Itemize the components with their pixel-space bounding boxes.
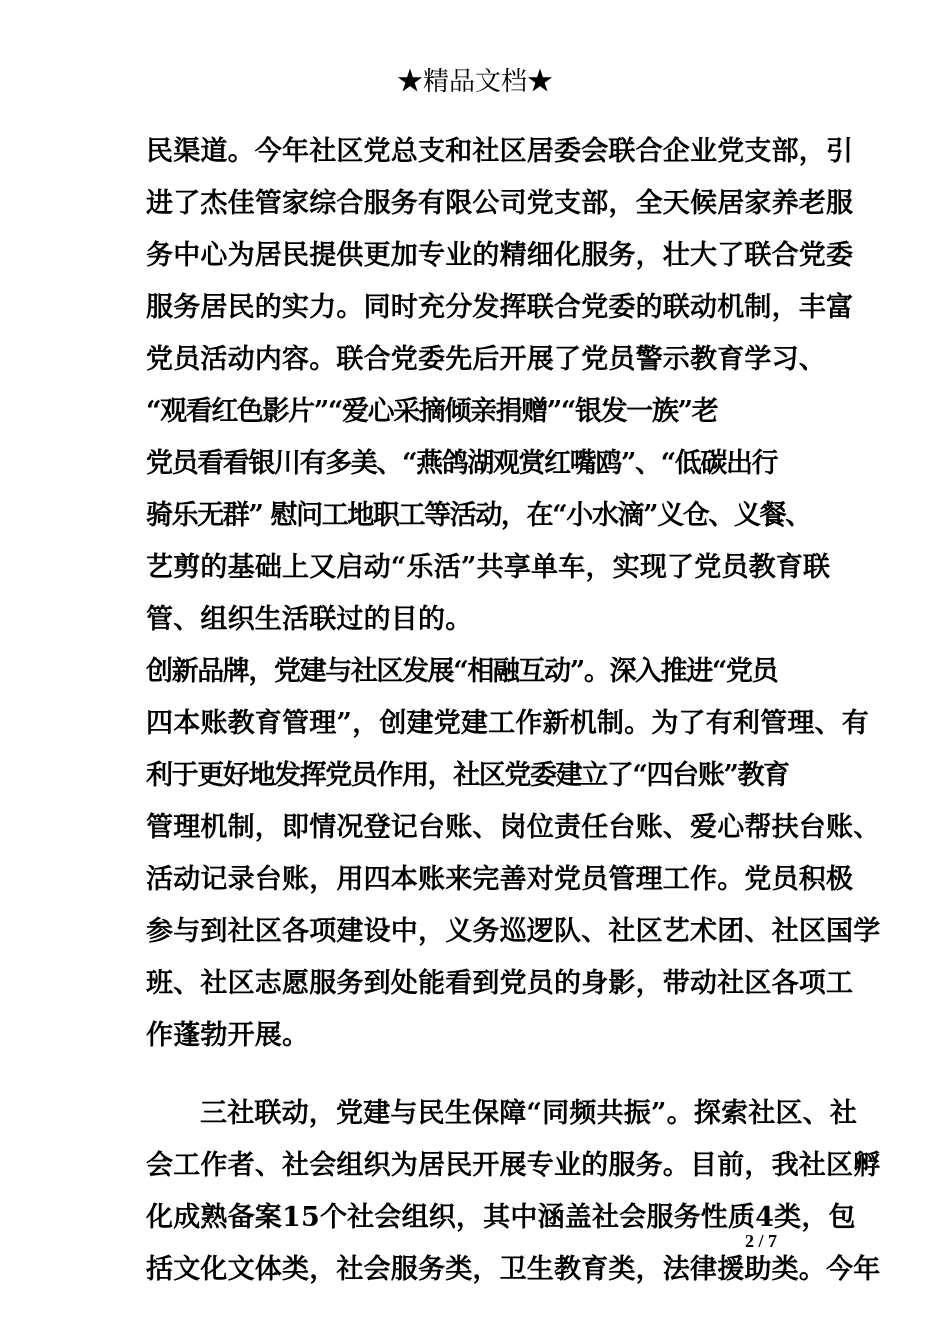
- text-line: 民渠道。今年社区党总支和社区居委会联合企业党支部，引: [146, 136, 854, 167]
- text-line: 党员看看银川有多美、“燕鸽湖观赏红嘴鸥”、“低碳出行: [146, 448, 778, 479]
- text-line: 四本账教育管理”，创建党建工作新机制。为了有利管理、有: [146, 708, 869, 739]
- text-line: 班、社区志愿服务到处能看到党员的身影，带动社区各项工: [146, 968, 854, 999]
- text-line: 进了杰佳管家综合服务有限公司党支部，全天候居家养老服: [146, 188, 854, 219]
- text-line: 艺剪的基础上又启动“乐活”共享单车，实现了党员教育联: [146, 552, 831, 583]
- page-number: 2 / 7: [745, 1231, 778, 1251]
- document-body: [146, 130, 881, 1300]
- text-line: 务中心为居民提供更加专业的精细化服务，壮大了联合党委: [146, 240, 854, 271]
- text-line: 管理机制，即情况登记台账、岗位责任台账、爱心帮扶台账、: [146, 812, 881, 843]
- text-line: 创新品牌，党建与社区发展“相融互动”。深入推进“党员: [146, 656, 778, 687]
- text-line: 利于更好地发挥党员作用，社区党委建立了“四台账”教育: [146, 760, 789, 791]
- text-line: 党员活动内容。联合党委先后开展了党员警示教育学习、: [146, 344, 826, 375]
- text-line: “观看红色影片”“爱心采摘倾亲捐赠”“银发一族”老: [146, 396, 718, 427]
- text-line: 服务居民的实力。同时充分发挥联合党委的联动机制，丰富: [146, 292, 854, 323]
- text-line: 会工作者、社会组织为居民开展专业的服务。目前，我社区孵: [146, 1150, 881, 1181]
- text-line: 三社联动，党建与民生保障“同频共振”。探索社区、社: [200, 1098, 858, 1129]
- page-header-title: ★精品文档★: [396, 67, 553, 97]
- text-line: 化成熟备案15个社会组织，其中涵盖社会服务性质4类，包: [146, 1202, 856, 1233]
- text-line: 管、组织生活联过的目的。: [146, 604, 473, 635]
- text-line: 骑乐无群” 慰问工地职工等活动，在“小水滴”义仓、义餐、: [146, 500, 811, 531]
- text-line: 参与到社区各项建设中，义务巡逻队、社区艺术团、社区国学: [146, 916, 881, 947]
- text-line: 作蓬勃开展。: [146, 1020, 310, 1051]
- text-line: 活动记录台账，用四本账来完善对党员管理工作。党员积极: [146, 864, 854, 895]
- paragraph-gap: [146, 1066, 814, 1092]
- text-line: 括文化文体类，社会服务类，卫生教育类，法律援助类。今年: [146, 1254, 881, 1285]
